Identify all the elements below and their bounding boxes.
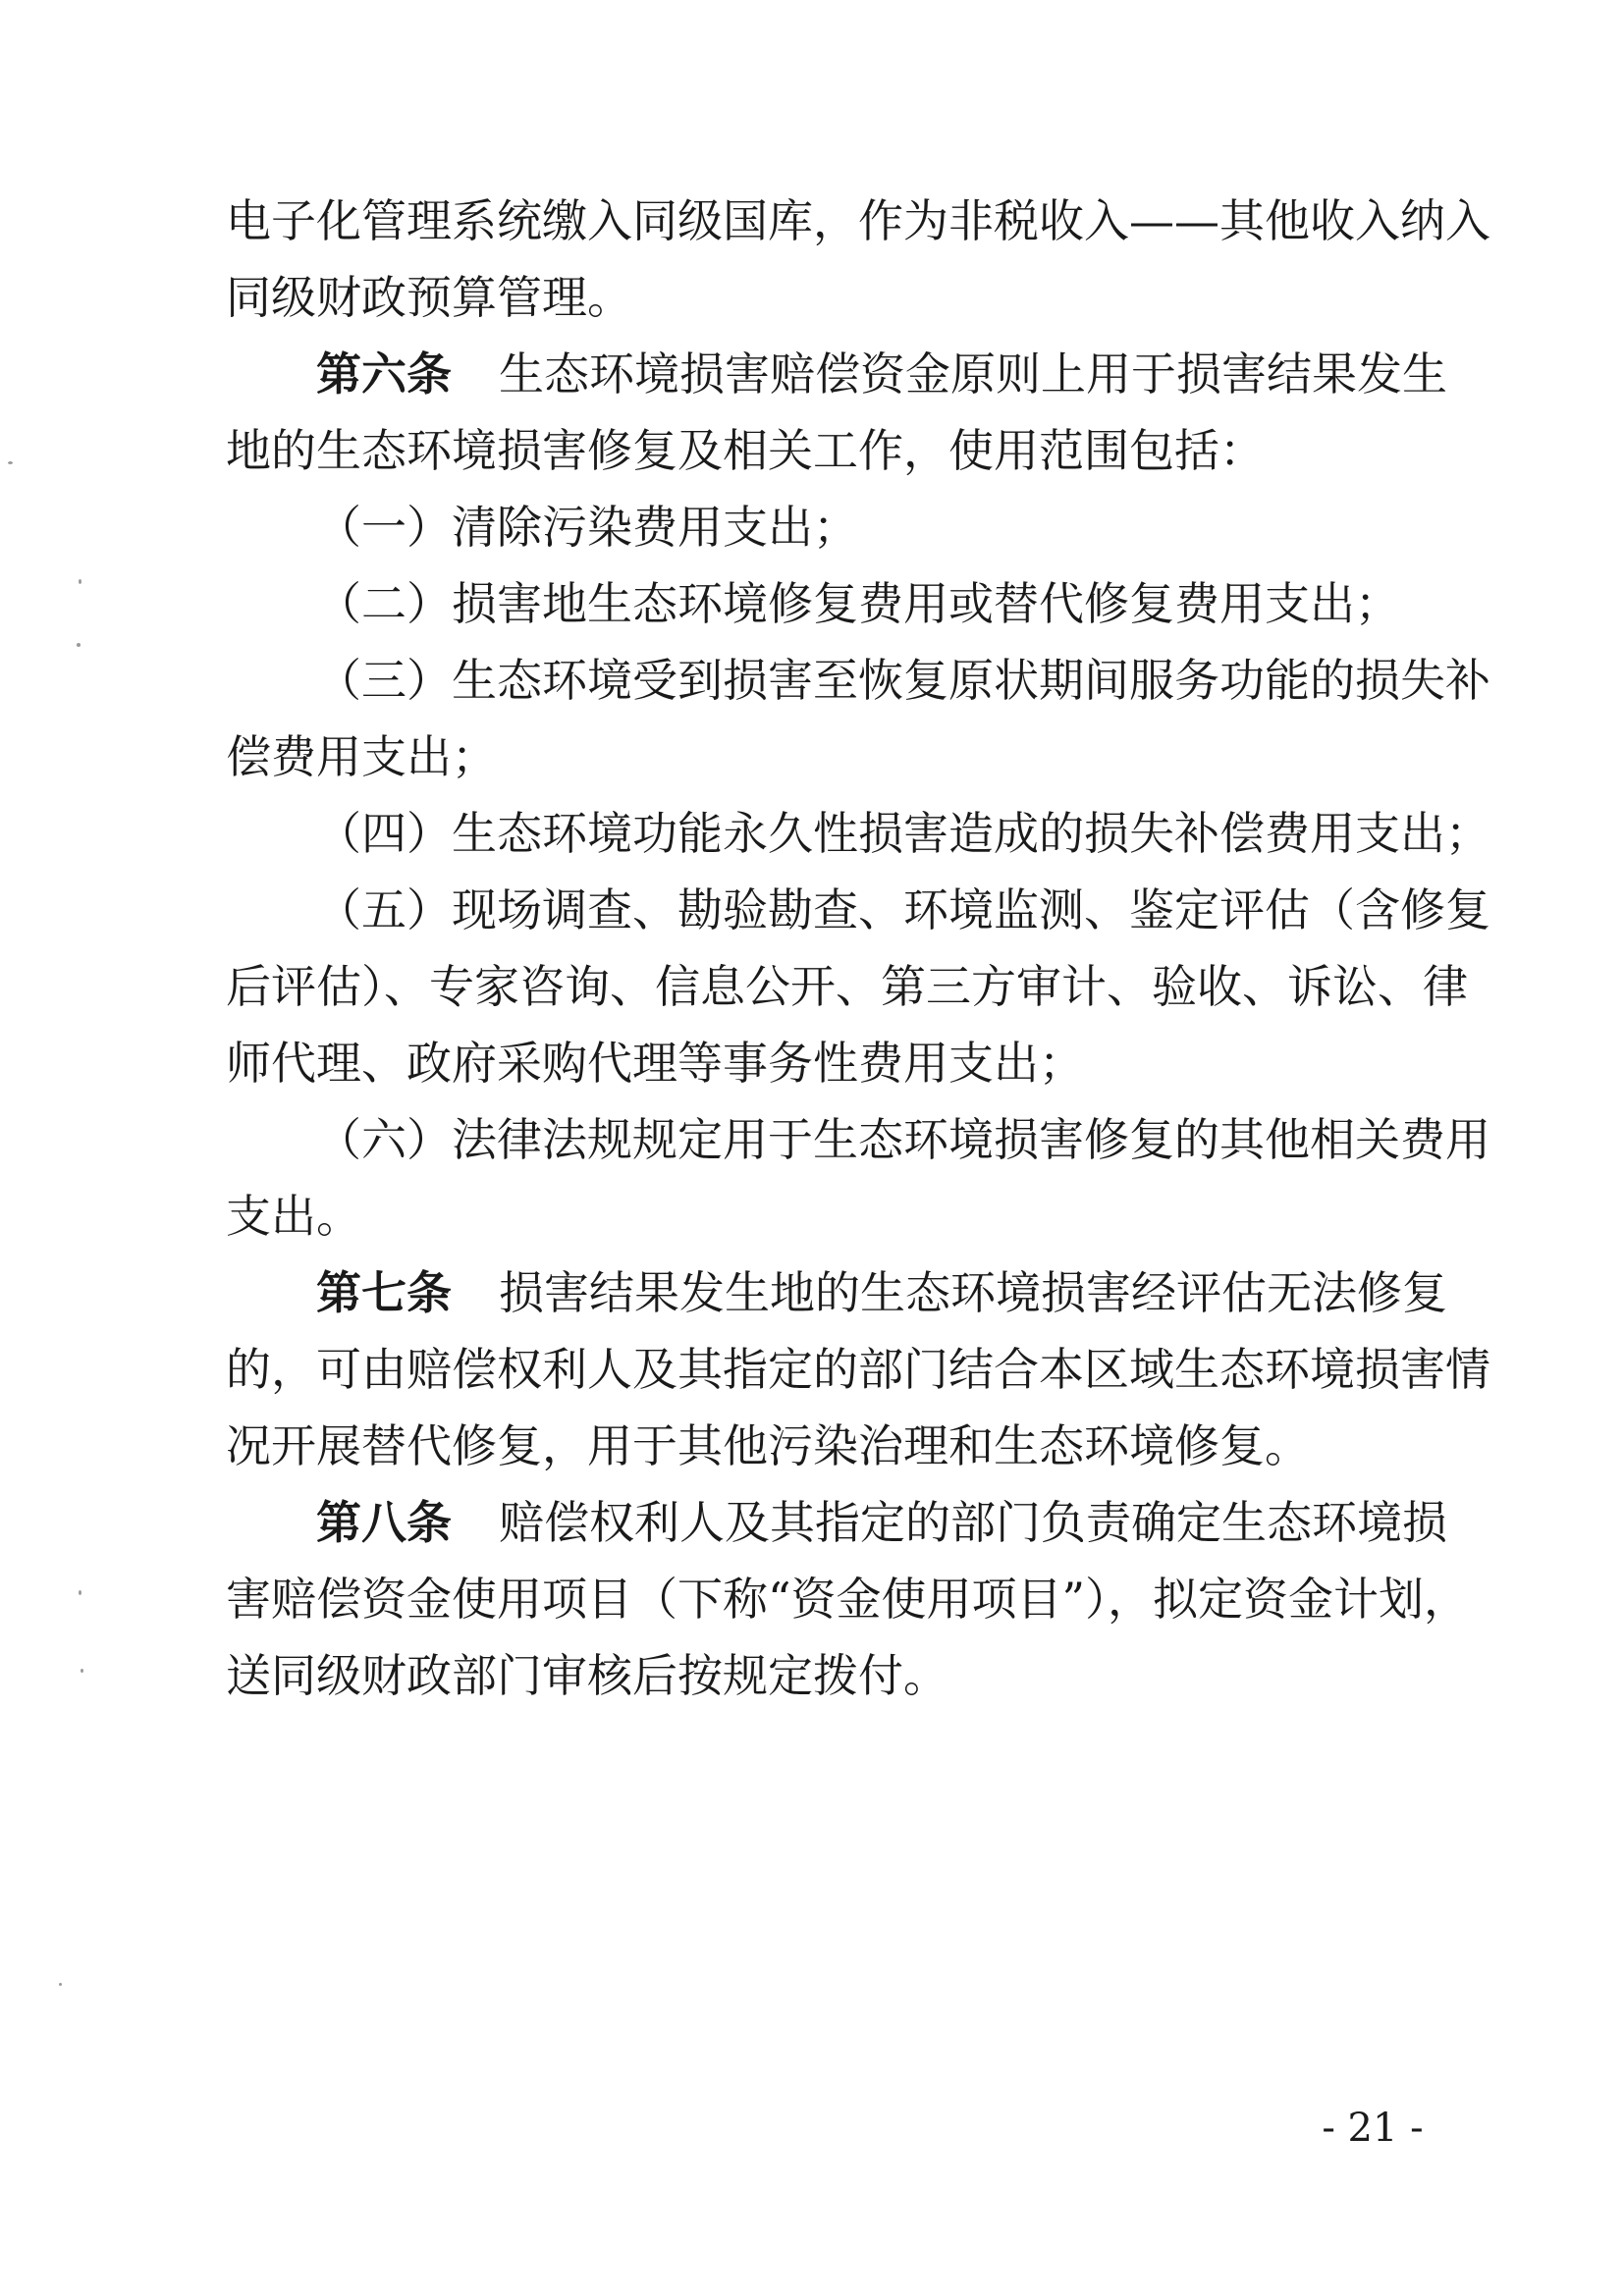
article-7-first-line [316,1258,1447,1327]
article-6-first-line [316,340,1447,408]
body-line: 的，可由赔偿权利人及其指定的部门结合本区域生态环境损害情 [226,1343,1490,1396]
article-8-first-line [316,1488,1447,1557]
scan-speck [79,1590,81,1595]
body-line: 况开展替代修复，用于其他污染治理和生态环境修复。 [226,1419,1310,1472]
body-line: 地的生态环境损害修复及相关工作，使用范围包括： [226,424,1265,477]
list-item: （四）生态环境功能永久性损害造成的损失补偿费用支出； [316,807,1490,860]
list-item: （三）生态环境受到损害至恢复原状期间服务功能的损失补 [316,654,1490,707]
article-8-heading: 第八条 [316,1496,452,1549]
body-line: 后评估）、专家咨询、信息公开、第三方审计、验收、诉讼、律 [226,960,1468,1013]
article-6-heading: 第六条 [316,347,452,400]
page-number: - 21 - [1322,2106,1424,2151]
body-line: 师代理、政府采购代理等事务性费用支出； [226,1037,1084,1090]
article-7-text: 损害结果发生地的生态环境损害经评估无法修复 [499,1266,1447,1319]
article-8-text: 赔偿权利人及其指定的部门负责确定生态环境损 [499,1496,1447,1549]
scan-speck [81,1669,83,1673]
body-line: 电子化管理系统缴入同级国库，作为非税收入——其他收入纳入 [226,194,1490,247]
scan-speck [59,1983,62,1986]
body-line: 害赔偿资金使用项目（下称“资金使用项目”），拟定资金计划， [226,1573,1470,1626]
list-item: （六）法律法规规定用于生态环境损害修复的其他相关费用 [316,1113,1490,1166]
article-7-heading: 第七条 [316,1266,452,1319]
list-item: （二）损害地生态环境修复费用或替代修复费用支出； [316,577,1400,630]
scan-speck [77,643,81,647]
list-item: （五）现场调查、勘验勘查、环境监测、鉴定评估（含修复 [316,883,1490,936]
body-line: 偿费用支出； [226,730,497,783]
body-line: 支出。 [226,1190,361,1243]
body-line: 送同级财政部门审核后按规定拨付。 [226,1649,948,1702]
article-6-text: 生态环境损害赔偿资金原则上用于损害结果发生 [499,347,1447,400]
scan-speck [8,461,13,464]
scan-speck [79,579,81,584]
body-line: 同级财政预算管理。 [226,271,632,324]
list-item: （一）清除污染费用支出； [316,501,858,554]
